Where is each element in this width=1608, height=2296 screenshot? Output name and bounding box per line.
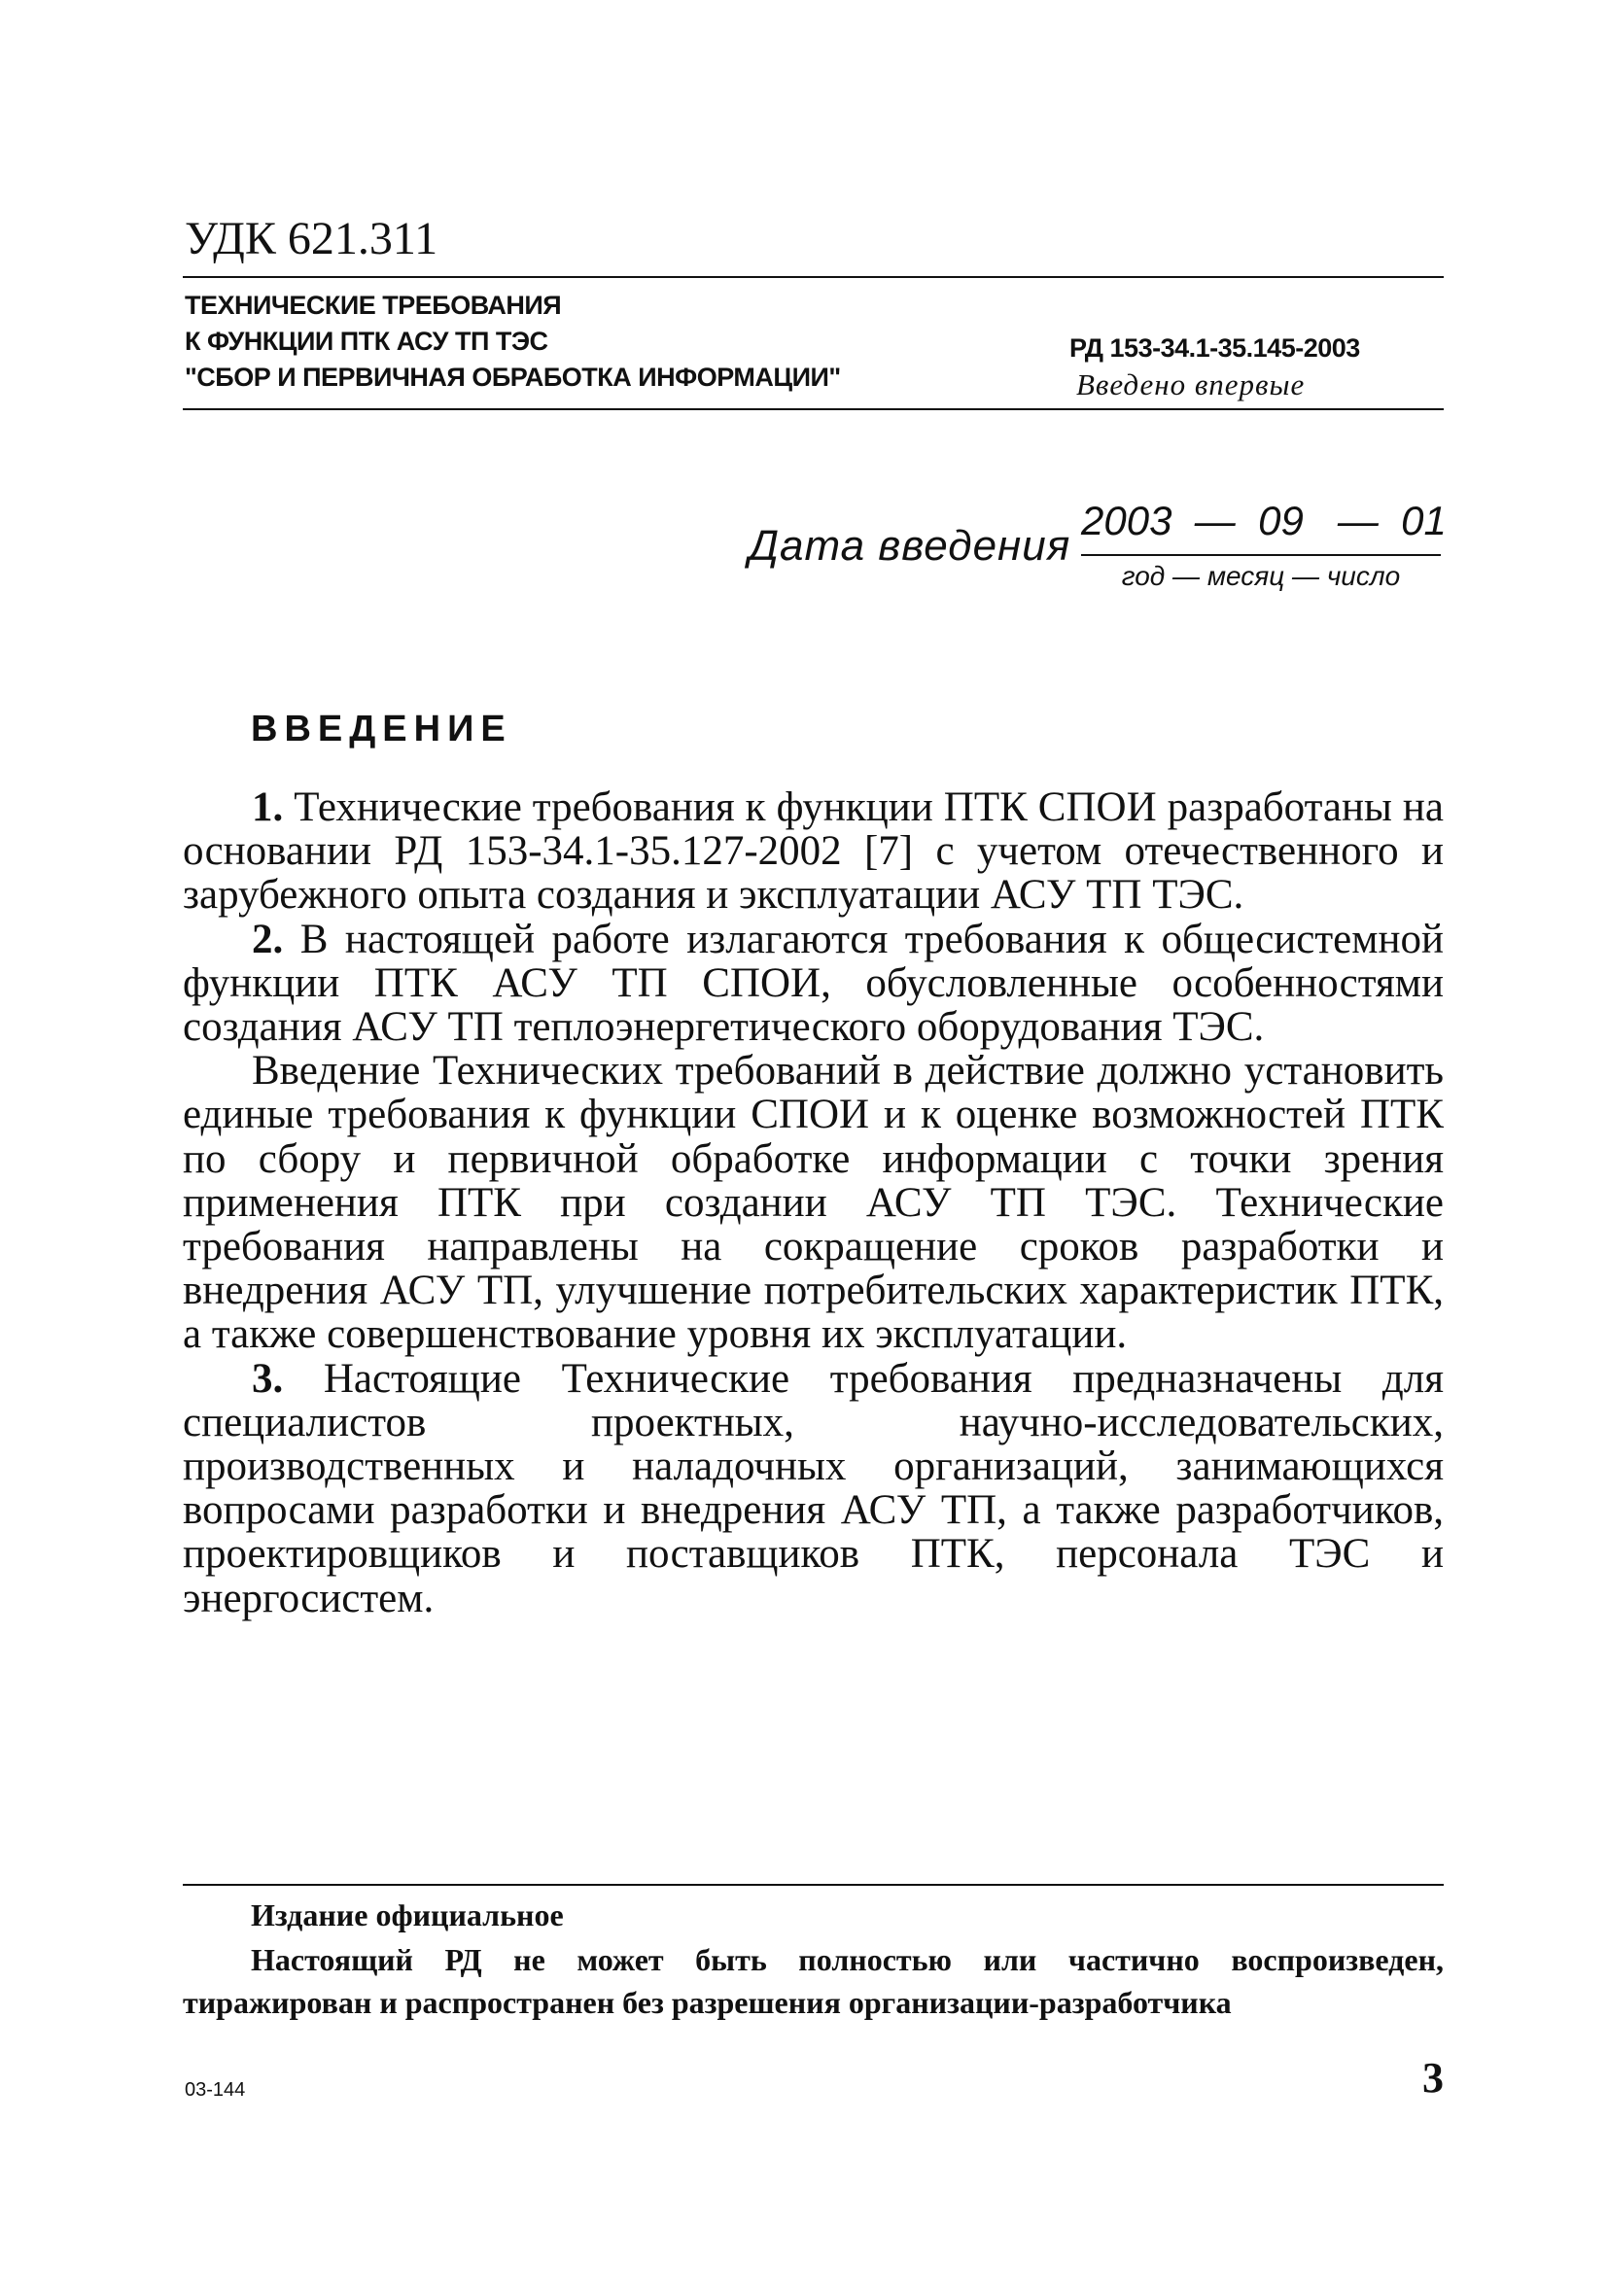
document-title-line: ТЕХНИЧЕСКИЕ ТРЕБОВАНИЯ <box>185 291 562 320</box>
header-bottom-rule <box>183 408 1444 410</box>
paragraph-text: Настоящие Технические требования предназначены для специалистов проектных, научно-исследовательских, производственных и наладочных организаций, занимающихся вопросами разработки и внедрения АСУ ТП, а также разработчиков, проектировщиков и поставщиков ПТК, персонала ТЭС и энергосистем. <box>183 1355 1444 1621</box>
intro-date-value: 2003 — 09 — 01 <box>1081 498 1447 543</box>
intro-date-rule <box>1081 554 1441 556</box>
section-body <box>183 785 1444 1620</box>
paragraph-number: 3. <box>252 1355 284 1402</box>
section-title: ВВЕДЕНИЕ <box>251 709 512 749</box>
copyright-notice-text: Настоящий РД не может быть полностью или частично воспроизведен, тиражирован и распространен без разрешения организации-разработчика <box>183 1942 1444 2020</box>
intro-date-label: Дата введения <box>749 522 1071 570</box>
paragraph <box>183 1049 1444 1356</box>
print-code: 03-144 <box>185 2079 246 2101</box>
paragraph-text: Технические требования к функции ПТК СПОИ разработаны на основании РД 153-34.1-35.127-2002 [7] с учетом отечественного и зарубежного опыта создания и эксплуатации АСУ ТП ТЭС. <box>183 784 1444 919</box>
copyright-notice <box>183 1938 1444 2024</box>
udk-code: УДК 621.311 <box>185 213 438 264</box>
footnote-rule <box>183 1884 1444 1886</box>
paragraph-number: 1. <box>252 784 284 830</box>
document-title-line: К ФУНКЦИИ ПТК АСУ ТП ТЭС <box>185 327 548 356</box>
document-title-line: "СБОР И ПЕРВИЧНАЯ ОБРАБОТКА ИНФОРМАЦИИ" <box>185 363 841 392</box>
intro-date-caption: год — месяц — число <box>1121 561 1401 591</box>
paragraph-text: В настоящей работе излагаются требования к общесистемной функции ПТК АСУ ТП СПОИ, обусловленные особенностями создания АСУ ТП теплоэнергетического оборудования ТЭС. <box>183 916 1444 1051</box>
rd-number: РД 153-34.1-35.145-2003 <box>1069 333 1360 363</box>
first-introduced-note: Введено впервые <box>1076 367 1306 401</box>
header-top-rule <box>183 276 1444 278</box>
paragraph <box>183 785 1444 918</box>
document-title <box>185 288 841 396</box>
paragraph-number: 2. <box>252 916 284 962</box>
official-edition-label: Издание официальное <box>251 1897 564 1932</box>
paragraph-text: Введение Технических требований в действие должно установить единые требования к функции СПОИ и к оценке возможностей ПТК по сбору и первичной обработке информации с точки зрения применения ПТК при создании АСУ ТП ТЭС. Технические требования направлены на сокращение сроков разработки и внедрения АСУ ТП, улучшение потребительских характеристик ПТК, а также совершенствование уровня их эксплуатации. <box>183 1048 1444 1358</box>
paragraph <box>183 1357 1444 1620</box>
paragraph <box>183 918 1444 1050</box>
page-number: 3 <box>1422 2054 1444 2102</box>
